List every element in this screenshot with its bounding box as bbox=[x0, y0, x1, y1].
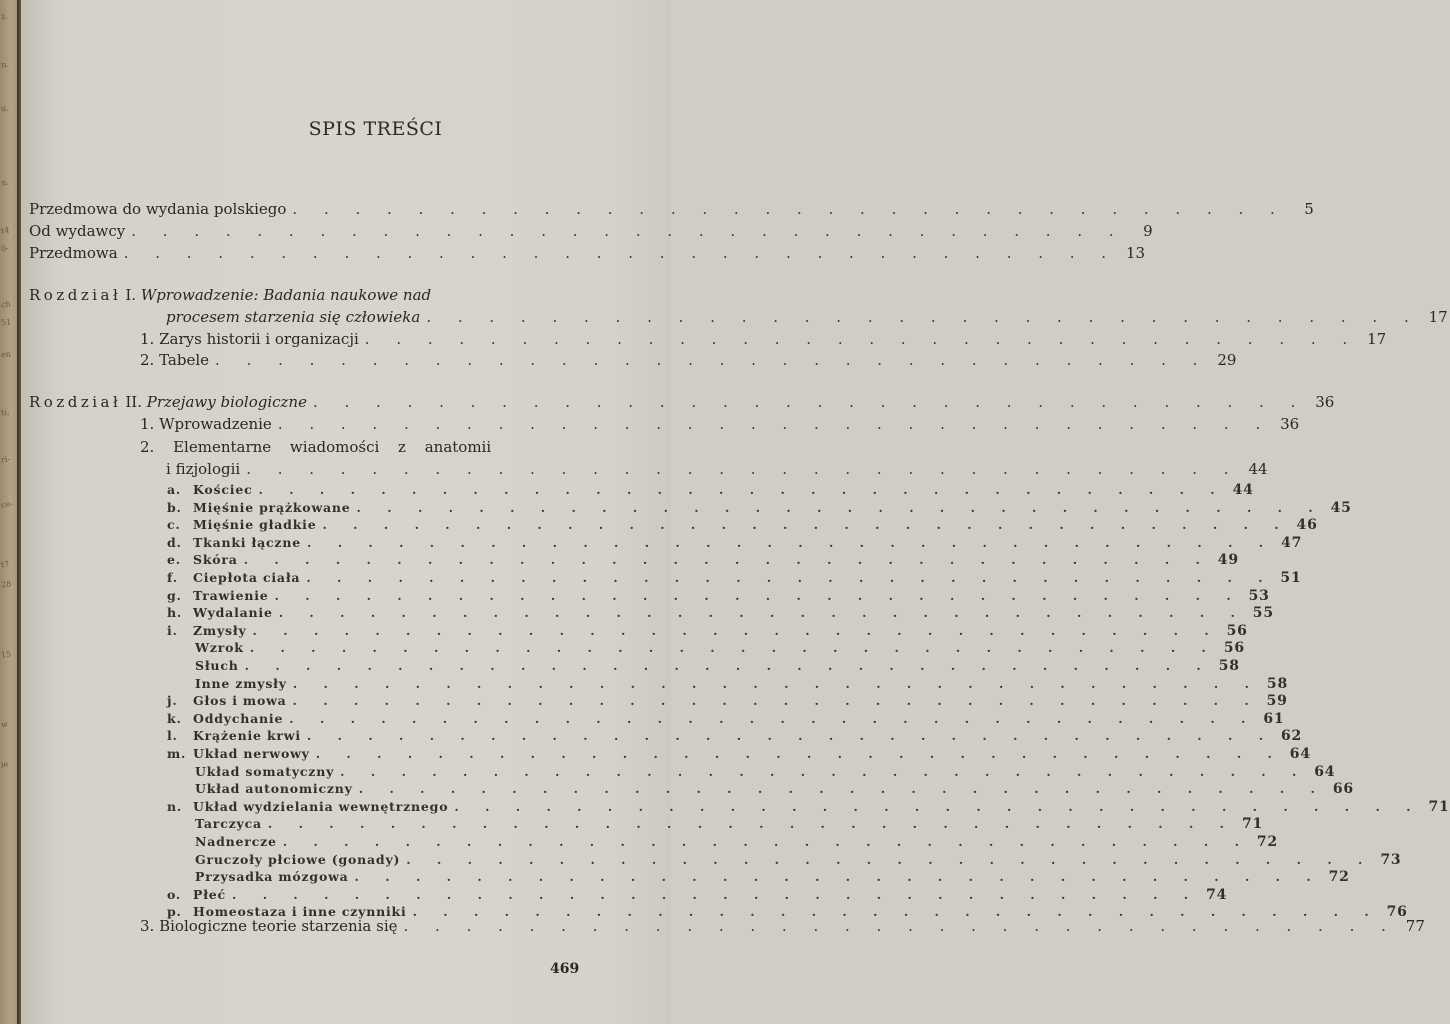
toc-entry-label: Przedmowa bbox=[29, 244, 118, 262]
toc-page-number: 44 bbox=[1248, 460, 1268, 478]
toc-subentry[interactable] bbox=[167, 746, 1311, 762]
toc-entry-label: Gruczoły płciowe (gonady) bbox=[195, 851, 401, 867]
toc-entry-label: e. Skóra bbox=[167, 552, 238, 568]
chapter-label bbox=[29, 286, 431, 304]
toc-page-number: 56 bbox=[1223, 640, 1245, 657]
toc-subentry[interactable] bbox=[167, 482, 1254, 498]
dot-leader: . . . . . . . . . . . . . . . . . . . . . . . . . . . . . . . . bbox=[292, 675, 1260, 691]
dot-leader: . . . . . . . . . . . . . . . . . . . . . . . . . . . . . . . . bbox=[315, 746, 1283, 761]
toc-subentry[interactable] bbox=[167, 499, 1352, 516]
toc-subentry[interactable] bbox=[167, 710, 1285, 727]
dot-leader: . . . . . . . . . . . . . . . . . . . . . . . . . . . . . . . . bbox=[258, 482, 1226, 497]
prev-page-fragment: en bbox=[0, 349, 12, 360]
toc-page-number: 64 bbox=[1314, 763, 1336, 780]
chapter-number: I. bbox=[125, 286, 137, 304]
prev-page-fragment: ce- bbox=[0, 499, 14, 510]
toc-page-number: 46 bbox=[1296, 517, 1318, 534]
page-title: SPIS TREŚCI bbox=[308, 118, 443, 140]
dot-leader: . . . . . . . . . . . . . . . . . . . . . . . . . . . . . . . . bbox=[312, 393, 1307, 411]
toc-entry[interactable] bbox=[140, 351, 1237, 369]
dot-leader: . . . . . . . . . . . . . . . . . . . . . . . . . . . . . . . . bbox=[306, 728, 1275, 744]
toc-entry-label: Inne zmysły bbox=[195, 675, 287, 691]
toc-entry-label: g. Trawienie bbox=[167, 587, 269, 603]
chapter-title-line2: procesem starzenia się człowieka bbox=[166, 308, 421, 326]
toc-entry[interactable] bbox=[29, 222, 1153, 240]
toc-page-number: 17 bbox=[1428, 308, 1448, 326]
toc-entry-label: d. Tkanki łączne bbox=[167, 534, 301, 550]
dot-leader: . . . . . . . . . . . . . . . . . . . . . . . . . . . . . . . . bbox=[306, 570, 1274, 585]
toc-entry-label: c. Mięśnie gładkie bbox=[167, 517, 317, 533]
toc-entry-label: 1. Zarys historii i organizacji bbox=[140, 330, 359, 348]
toc-entry-label: i fizjologii bbox=[166, 460, 241, 478]
toc-entry-label: 1. Wprowadzenie bbox=[140, 415, 272, 433]
toc-subentry[interactable] bbox=[167, 534, 1303, 551]
prev-page-fragment: 0- bbox=[0, 243, 10, 254]
prev-page-fragment: 15 bbox=[0, 649, 12, 660]
toc-entry-label: b. Mięśnie prążkowane bbox=[167, 499, 351, 515]
dot-leader: . . . . . . . . . . . . . . . . . . . . . . . . . . . . . . . . bbox=[406, 851, 1374, 867]
toc-entry-continued[interactable] bbox=[166, 460, 1268, 478]
dot-leader: . . . . . . . . . . . . . . . . . . . . . . . . . . . . . . . . bbox=[306, 534, 1275, 550]
toc-subentry[interactable] bbox=[195, 763, 1336, 780]
toc-entry-label: Układ somatyczny bbox=[195, 763, 335, 779]
prev-page-fragment: ch bbox=[0, 299, 12, 310]
toc-entry[interactable] bbox=[140, 415, 1300, 433]
prev-page-fragment: n. bbox=[0, 59, 10, 70]
dot-leader: . . . . . . . . . . . . . . . . . . . . . . . . . . . . . . . . bbox=[215, 351, 1209, 369]
toc-entry-label: i. Zmysły bbox=[167, 622, 247, 638]
prev-page-fragment: ż. bbox=[0, 11, 9, 22]
toc-page-number: 72 bbox=[1328, 869, 1350, 886]
toc-page-number: 44 bbox=[1232, 482, 1254, 498]
chapter-label bbox=[29, 393, 307, 411]
toc-entry-label: a. Kościec bbox=[167, 482, 253, 497]
chapter-heading[interactable] bbox=[29, 286, 589, 304]
toc-subentry[interactable] bbox=[167, 552, 1239, 569]
chapter-heading-continued[interactable] bbox=[166, 308, 1448, 326]
toc-entry[interactable] bbox=[29, 200, 1314, 218]
dot-leader: . . . . . . . . . . . . . . . . . . . . . . . . . . . . . . . . bbox=[249, 640, 1217, 656]
dot-leader: . . . . . . . . . . . . . . . . . . . . . . . . . . . . . . . . bbox=[403, 917, 1397, 935]
dot-leader: . . . . . . . . . . . . . . . . . . . . . . . . . . . . . . . . bbox=[292, 693, 1260, 709]
chapter-heading[interactable] bbox=[29, 393, 1335, 411]
toc-entry-label: l. Krążenie krwi bbox=[167, 728, 301, 744]
dot-leader: . . . . . . . . . . . . . . . . . . . . . . . . . . . . . . . . bbox=[274, 587, 1242, 603]
toc-page-number: 13 bbox=[1125, 244, 1146, 262]
toc-subentry[interactable] bbox=[195, 640, 1245, 657]
dot-leader: . . . . . . . . . . . . . . . . . . . . . . . . . . . . . . . . bbox=[292, 200, 1286, 218]
toc-entry[interactable] bbox=[140, 438, 589, 456]
prev-page-fragment: t4 bbox=[0, 225, 10, 236]
dot-leader: . . . . . . . . . . . . . . . . . . . . . . . . . . . . . . . . bbox=[252, 622, 1220, 638]
toc-subentry[interactable] bbox=[195, 658, 1240, 674]
toc-page-number: 45 bbox=[1330, 499, 1352, 516]
chapter-prefix: Rozdział bbox=[29, 286, 122, 304]
prev-page-fragment: u. bbox=[0, 103, 10, 114]
toc-entry-label: h. Wydalanie bbox=[167, 605, 273, 621]
prev-page-fragment: n. bbox=[0, 177, 10, 188]
toc-entry-label: f. Ciepłota ciała bbox=[167, 570, 301, 585]
toc-page-number: 51 bbox=[1280, 570, 1302, 586]
dot-leader: . . . . . . . . . . . . . . . . . . . . . . . . . . . . . . . . bbox=[289, 710, 1257, 726]
toc-subentry[interactable] bbox=[167, 798, 1450, 815]
dot-leader: . . . . . . . . . . . . . . . . . . . . . . . . . . . . . . . . bbox=[354, 869, 1322, 885]
toc-entry[interactable] bbox=[140, 917, 1425, 935]
toc-entry-label: p. Homeostaza i inne czynniki bbox=[167, 904, 407, 920]
toc-entry-label: Wzrok bbox=[195, 640, 244, 656]
toc-entry[interactable] bbox=[29, 244, 1146, 262]
toc-page-number: 53 bbox=[1248, 587, 1270, 604]
toc-subentry[interactable] bbox=[167, 693, 1288, 710]
dot-leader: . . . . . . . . . . . . . . . . . . . . . . . . . . . . . . . . bbox=[426, 308, 1420, 326]
toc-page-number: 62 bbox=[1280, 728, 1303, 745]
dot-leader: . . . . . . . . . . . . . . . . . . . . . . . . . . . . . . . . bbox=[243, 552, 1211, 568]
toc-page-number: 71 bbox=[1428, 798, 1450, 815]
toc-page-number: 64 bbox=[1289, 746, 1311, 762]
toc-page-number: 77 bbox=[1405, 917, 1425, 935]
toc-entry-label: Przedmowa do wydania polskiego bbox=[29, 200, 287, 218]
toc-page-number: 58 bbox=[1218, 658, 1240, 674]
dot-leader: . . . . . . . . . . . . . . . . . . . . . . . . . . . . . . . . bbox=[364, 330, 1359, 348]
toc-page-number: 29 bbox=[1217, 351, 1237, 369]
dot-leader: . . . . . . . . . . . . . . . . . . . . . . . . . . . . . . . . bbox=[131, 222, 1125, 240]
dot-leader: . . . . . . . . . . . . . . . . . . . . . . . . . . . . . . . . bbox=[246, 460, 1240, 478]
chapter-title-line1: Wprowadzenie: Badania naukowe nad bbox=[140, 286, 432, 304]
toc-entry-label: j. Głos i mowa bbox=[167, 693, 287, 709]
toc-subentry[interactable] bbox=[167, 517, 1318, 534]
dot-leader: . . . . . . . . . . . . . . . . . . . . . . . . . . . . . . . . bbox=[123, 244, 1118, 262]
toc-entry[interactable] bbox=[140, 330, 1387, 348]
dot-leader: . . . . . . . . . . . . . . . . . . . . . . . . . . . . . . . . bbox=[231, 886, 1200, 902]
toc-subentry[interactable] bbox=[167, 587, 1270, 604]
prev-page-fragment: t7 bbox=[0, 559, 10, 570]
toc-entry-label: Od wydawcy bbox=[29, 222, 126, 240]
prev-page-fragment: ie bbox=[0, 759, 9, 770]
toc-subentry[interactable] bbox=[195, 816, 1264, 833]
toc-subentry[interactable] bbox=[195, 851, 1402, 868]
toc-page-number: 56 bbox=[1226, 622, 1248, 639]
toc-page-number: 59 bbox=[1266, 693, 1288, 710]
toc-entry-label: 2. Elementarne wiadomości z anatomii bbox=[140, 438, 492, 456]
toc-entry-label: Tarczyca bbox=[195, 816, 262, 832]
toc-entry-label: o. Płeć bbox=[167, 886, 226, 902]
toc-entry-label: n. Układ wydzielania wewnętrznego bbox=[167, 798, 449, 814]
toc-subentry[interactable] bbox=[195, 834, 1278, 850]
dot-leader: . . . . . . . . . . . . . . . . . . . . . . . . . . . . . . . . bbox=[322, 517, 1290, 533]
prev-page-fragment: ri- bbox=[0, 454, 11, 465]
toc-subentry[interactable] bbox=[167, 605, 1274, 622]
toc-page-number: 71 bbox=[1241, 816, 1264, 833]
toc-page-number: 36 bbox=[1315, 393, 1335, 411]
dot-leader: . . . . . . . . . . . . . . . . . . . . . . . . . . . . . . . . bbox=[454, 798, 1422, 814]
toc-subentry[interactable] bbox=[195, 781, 1354, 798]
chapter-title-line1: Przejawy biologiczne bbox=[146, 393, 307, 411]
toc-page-number: 49 bbox=[1217, 552, 1239, 569]
toc-entry-label: m. Układ nerwowy bbox=[167, 746, 310, 761]
toc-subentry[interactable] bbox=[195, 869, 1350, 886]
prev-page-fragment: 28 bbox=[0, 579, 12, 590]
dot-leader: . . . . . . . . . . . . . . . . . . . . . . . . . . . . . . . . bbox=[340, 763, 1308, 779]
dot-leader: . . . . . . . . . . . . . . . . . . . . . . . . . . . . . . . . bbox=[267, 816, 1236, 832]
toc-page-number: 55 bbox=[1252, 605, 1274, 622]
dot-leader: . . . . . . . . . . . . . . . . . . . . . . . . . . . . . . . . bbox=[412, 904, 1380, 920]
dot-leader: . . . . . . . . . . . . . . . . . . . . . . . . . . . . . . . . bbox=[358, 781, 1326, 797]
toc-subentry[interactable] bbox=[195, 675, 1288, 692]
toc-page-number: 5 bbox=[1304, 200, 1314, 218]
toc-page-number: 72 bbox=[1256, 834, 1278, 850]
toc-subentry[interactable] bbox=[167, 886, 1228, 903]
toc-page-number: 76 bbox=[1386, 904, 1408, 921]
dot-leader: . . . . . . . . . . . . . . . . . . . . . . . . . . . . . . . . bbox=[356, 499, 1324, 515]
toc-subentry[interactable] bbox=[167, 622, 1248, 639]
toc-page-number: 58 bbox=[1266, 675, 1288, 692]
toc-entry-label: Układ autonomiczny bbox=[195, 781, 353, 797]
dot-leader: . . . . . . . . . . . . . . . . . . . . . . . . . . . . . . . . bbox=[282, 834, 1250, 849]
toc-page-number: 74 bbox=[1206, 886, 1228, 903]
previous-page-edge bbox=[0, 0, 18, 1024]
toc-subentry[interactable] bbox=[167, 728, 1303, 745]
dot-leader: . . . . . . . . . . . . . . . . . . . . . . . . . . . . . . . . bbox=[277, 415, 1272, 433]
chapter-prefix: Rozdział bbox=[29, 393, 122, 411]
toc-entry-label: k. Oddychanie bbox=[167, 710, 284, 726]
dot-leader: . . . . . . . . . . . . . . . . . . . . . . . . . . . . . . . . bbox=[244, 658, 1212, 673]
toc-page-number: 73 bbox=[1380, 851, 1402, 868]
toc-entry-label: 3. Biologiczne teorie starzenia się bbox=[140, 917, 398, 935]
toc-page-number: 61 bbox=[1263, 710, 1285, 727]
toc-entry-label: Przysadka mózgowa bbox=[195, 869, 349, 885]
toc-entry-label: Słuch bbox=[195, 658, 239, 673]
toc-page-number: 9 bbox=[1143, 222, 1153, 240]
prev-page-fragment: 51 bbox=[0, 317, 12, 328]
toc-page-number: 66 bbox=[1332, 781, 1354, 798]
toc-page-number: 17 bbox=[1367, 330, 1387, 348]
page-folio: 469 bbox=[550, 961, 580, 977]
prev-page-fragment: ti, bbox=[0, 407, 10, 418]
prev-page-fragment: w bbox=[0, 719, 9, 730]
toc-page-number: 36 bbox=[1280, 415, 1300, 433]
dot-leader: . . . . . . . . . . . . . . . . . . . . . . . . . . . . . . . . bbox=[278, 605, 1246, 621]
toc-entry-label: 2. Tabele bbox=[140, 351, 210, 369]
toc-subentry[interactable] bbox=[167, 570, 1302, 586]
toc-entry-label: Nadnercze bbox=[195, 834, 277, 849]
toc-page-number: 47 bbox=[1281, 534, 1303, 551]
chapter-number: II. bbox=[125, 393, 142, 411]
